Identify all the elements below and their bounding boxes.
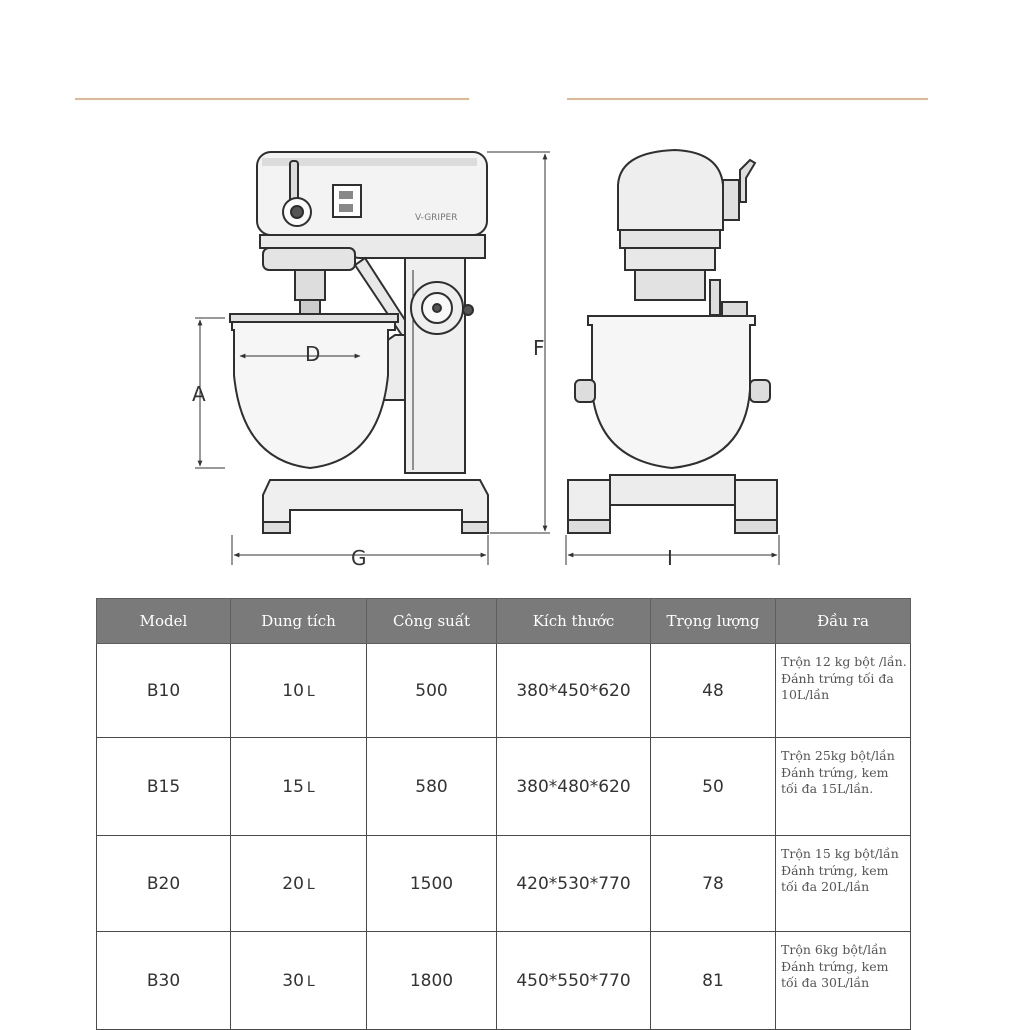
cell-power: 1800 xyxy=(367,932,497,1030)
mixer-drawing xyxy=(150,130,950,580)
mixer-diagram xyxy=(150,130,950,580)
side-view xyxy=(230,152,488,533)
header-output: Đầu ra xyxy=(776,599,911,644)
capacity-unit: L xyxy=(306,779,315,796)
cell-capacity xyxy=(231,738,367,836)
capacity-unit: L xyxy=(306,973,315,990)
accent-line-left xyxy=(75,98,469,100)
cell-output: Trộn 6kg bột/lần Đánh trứng, kem tối đa 30L/lần xyxy=(776,932,911,1030)
cell-size: 380*480*620 xyxy=(497,738,651,836)
header-size: Kích thước xyxy=(497,599,651,644)
table-row xyxy=(97,644,911,738)
header-capacity: Dung tích xyxy=(231,599,367,644)
cell-output: Trộn 15 kg bột/lần Đánh trứng, kem tối đa 20L/lần xyxy=(776,836,911,932)
cell-power: 500 xyxy=(367,644,497,738)
cell-output: Trộn 25kg bột/lần Đánh trứng, kem tối đa 15L/lần. xyxy=(776,738,911,836)
header-power: Công suất xyxy=(367,599,497,644)
front-mixer-bowl xyxy=(588,316,755,468)
cell-size: 450*550*770 xyxy=(497,932,651,1030)
accent-line-right xyxy=(567,98,928,100)
front-mixer-head xyxy=(618,150,723,230)
mixer-base xyxy=(263,480,488,533)
table-row xyxy=(97,738,911,836)
capacity-value: 30 xyxy=(282,970,304,991)
header-model: Model xyxy=(97,599,231,644)
dimension-label-g: G xyxy=(351,546,367,570)
cell-output: Trộn 12 kg bột /lần. Đánh trứng tối đa 10L/lần xyxy=(776,644,911,738)
cell-capacity xyxy=(231,932,367,1030)
cell-capacity xyxy=(231,836,367,932)
cell-size: 420*530*770 xyxy=(497,836,651,932)
capacity-value: 10 xyxy=(282,680,304,701)
table-row xyxy=(97,836,911,932)
table-header-row xyxy=(97,599,911,644)
spec-table xyxy=(96,598,911,1030)
dimension-label-i: I xyxy=(667,546,673,570)
svg-text:V-GRIPER: V-GRIPER xyxy=(415,213,458,223)
cell-model: B20 xyxy=(97,836,231,932)
cell-model: B30 xyxy=(97,932,231,1030)
dimension-label-a: A xyxy=(192,382,206,406)
cell-model: B15 xyxy=(97,738,231,836)
table-row xyxy=(97,932,911,1030)
cell-weight: 78 xyxy=(651,836,776,932)
front-view xyxy=(568,150,777,533)
dimension-label-f: F xyxy=(533,336,545,360)
capacity-unit: L xyxy=(306,683,315,700)
cell-power: 580 xyxy=(367,738,497,836)
mixer-bowl xyxy=(232,318,395,468)
header-weight: Trọng lượng xyxy=(651,599,776,644)
cell-power: 1500 xyxy=(367,836,497,932)
capacity-unit: L xyxy=(306,876,315,893)
dimension-label-d: D xyxy=(305,342,321,366)
cell-size: 380*450*620 xyxy=(497,644,651,738)
cell-weight: 81 xyxy=(651,932,776,1030)
cell-capacity xyxy=(231,644,367,738)
capacity-value: 20 xyxy=(282,873,304,894)
cell-model: B10 xyxy=(97,644,231,738)
capacity-value: 15 xyxy=(282,776,304,797)
cell-weight: 50 xyxy=(651,738,776,836)
cell-weight: 48 xyxy=(651,644,776,738)
